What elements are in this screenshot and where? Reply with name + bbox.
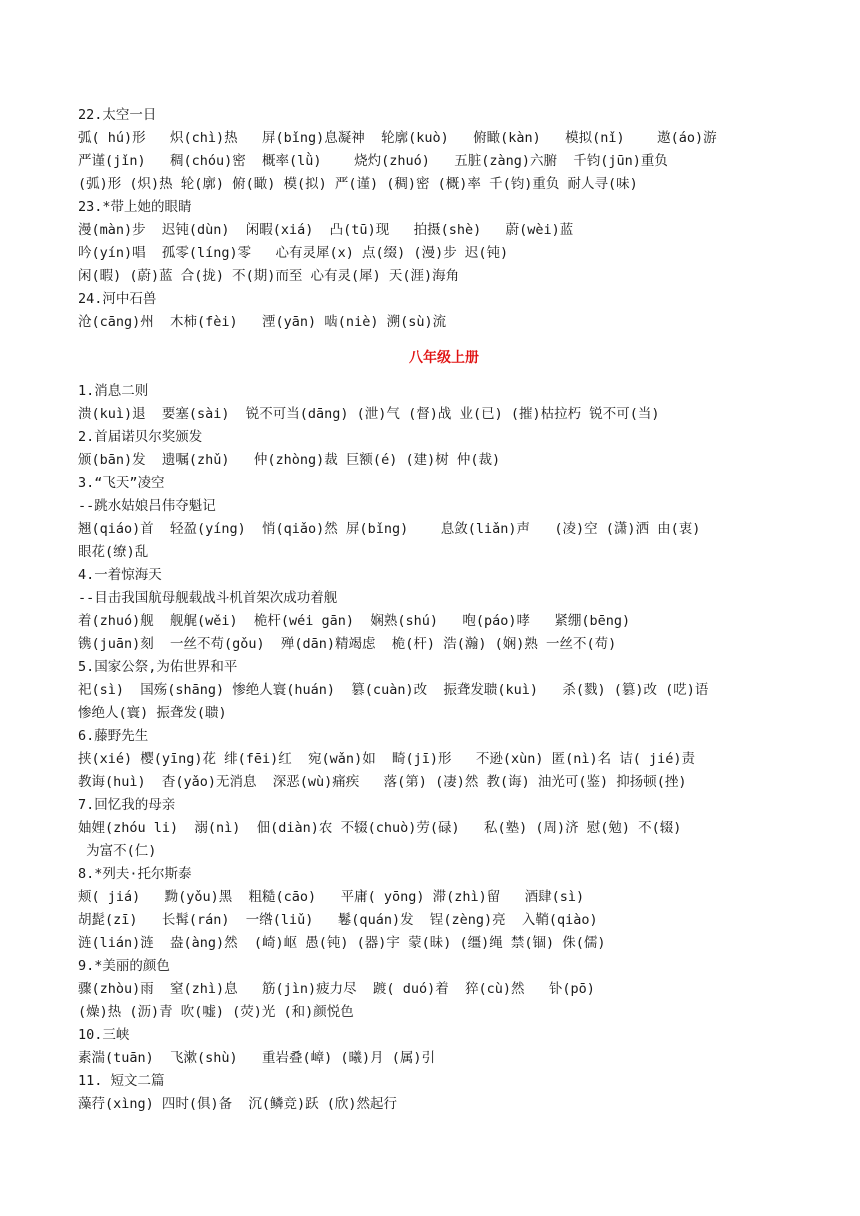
vocab-line: 颊( jiá) 黝(yǒu)黑 粗糙(cāo) 平庸( yōng) 滞(zhì)留 酒肆(sì) [78,889,585,905]
vocab-line: 挟(xié) 樱(yīng)花 绯(fēi)红 宛(wǎn)如 畸(jī)形 不逊(xùn) 匿(nì)名 诘( jié)责 [78,751,696,767]
lesson-title: 11. 短文二篇 [78,1073,165,1089]
lesson-title: 1.消息二则 [78,383,149,399]
vocab-line: 为富不(仁) [78,843,157,859]
section-heading: 八年级上册 [409,350,479,366]
vocab-line: 弧( hú)形 炽(chì)热 屏(bǐng)息凝神 轮廓(kuò) 俯瞰(kàn) 模拟(nǐ) 遨(áo)游 [78,130,717,146]
lesson-title: 2.首届诺贝尔奖颁发 [78,429,203,445]
vocab-line: 骤(zhòu)雨 窒(zhì)息 筋(jìn)疲力尽 踱( duó)着 猝(cù)然 钋(pō) [78,981,595,997]
vocab-line: 翘(qiáo)首 轻盈(yíng) 悄(qiǎo)然 屏(bǐng) 息敛(liǎn)声 (凌)空 (潇)洒 由(衷) [78,521,701,537]
lesson-subtitle: --目击我国航母舰载战斗机首架次成功着舰 [78,590,338,606]
vocab-line: 沧(cāng)州 木柿(fèi) 湮(yān) 啮(niè) 溯(sù)流 [78,314,447,330]
vocab-line: 藻荇(xìng) 四时(俱)备 沉(鳞竞)跃 (欣)然起行 [78,1096,398,1112]
vocab-line: 着(zhuó)舰 舰艉(wěi) 桅杆(wéi gān) 娴熟(shú) 咆(páo)哮 紧绷(bēng) [78,613,631,629]
lesson-title: 9.*美丽的颜色 [78,958,170,974]
vocab-line: 涟(lián)涟 盎(àng)然 (崎)岖 愚(钝) (器)宇 蒙(昧) (缰)绳 禁(锢) 侏(儒) [78,935,606,951]
lesson-title: 7.回忆我的母亲 [78,797,176,813]
vocab-line: 祀(sì) 国殇(shāng) 惨绝人寰(huán) 篡(cuàn)改 振聋发聩(kuì) 杀(戮) (篡)改 (呓)语 [78,682,709,698]
vocab-line: 颁(bān)发 遗嘱(zhǔ) 仲(zhòng)裁 巨额(é) (建)树 仲(裁) [78,452,501,468]
lesson-title: 5.国家公祭,为佑世界和平 [78,659,238,675]
lesson-title: 10.三峡 [78,1027,130,1043]
vocab-line: 胡髭(zī) 长髯(rán) 一绺(liǔ) 鬈(quán)发 锃(zèng)亮 入鞘(qiào) [78,912,598,928]
vocab-line: 眼花(缭)乱 [78,544,149,560]
vocab-line: 惨绝人(寰) 振聋发(聩) [78,705,227,721]
document-body [78,104,850,1116]
vocab-line: 镌(juān)刻 一丝不苟(gǒu) 殚(dān)精竭虑 桅(杆) 浩(瀚) (娴)熟 一丝不(苟) [78,636,617,652]
vocab-line: 漫(màn)步 迟钝(dùn) 闲暇(xiá) 凸(tū)现 拍摄(shè) 蔚(wèi)蓝 [78,222,574,238]
vocab-line: 闲(暇) (蔚)蓝 合(拢) 不(期)而至 心有灵(犀) 天(涯)海角 [78,268,460,284]
lesson-title: 6.藤野先生 [78,728,149,744]
lesson-title: 3.“飞天”凌空 [78,475,165,491]
vocab-line: 妯娌(zhóu li) 溺(nì) 佃(diàn)农 不辍(chuò)劳(碌) 私(塾) (周)济 慰(勉) 不(辍) [78,820,682,836]
vocab-line: (弧)形 (炽)热 轮(廓) 俯(瞰) 模(拟) 严(谨) (稠)密 (概)率 千(钧)重负 耐人寻(味) [78,176,638,192]
lesson-title: 8.*列夫·托尔斯泰 [78,866,192,882]
lesson-title: 22.太空一日 [78,107,157,123]
lesson-title: 24.河中石兽 [78,291,157,307]
vocab-line: 教诲(huì) 杳(yǎo)无消息 深恶(wù)痛疾 落(第) (凄)然 教(诲) 油光可(鉴) 抑扬顿(挫) [78,774,687,790]
lesson-title: 23.*带上她的眼睛 [78,199,192,215]
vocab-line: (燥)热 (沥)青 吹(嘘) (荧)光 (和)颜悦色 [78,1004,354,1020]
vocab-line: 溃(kuì)退 要塞(sài) 锐不可当(dāng) (泄)气 (督)战 业(已) (摧)枯拉朽 锐不可(当) [78,406,660,422]
lesson-title: 4.一着惊海天 [78,567,162,583]
vocab-line: 吟(yín)唱 孤零(líng)零 心有灵犀(x) 点(缀) (漫)步 迟(钝) [78,245,509,261]
section-heading-row [78,334,850,380]
vocab-line: 严谨(jǐn) 稠(chóu)密 概率(lǜ) 烧灼(zhuó) 五脏(zàng)六腑 千钧(jūn)重负 [78,153,668,169]
lesson-subtitle: --跳水姑娘吕伟夺魁记 [78,498,216,514]
vocab-line: 素湍(tuān) 飞漱(shù) 重岩叠(嶂) (曦)月 (属)引 [78,1050,436,1066]
